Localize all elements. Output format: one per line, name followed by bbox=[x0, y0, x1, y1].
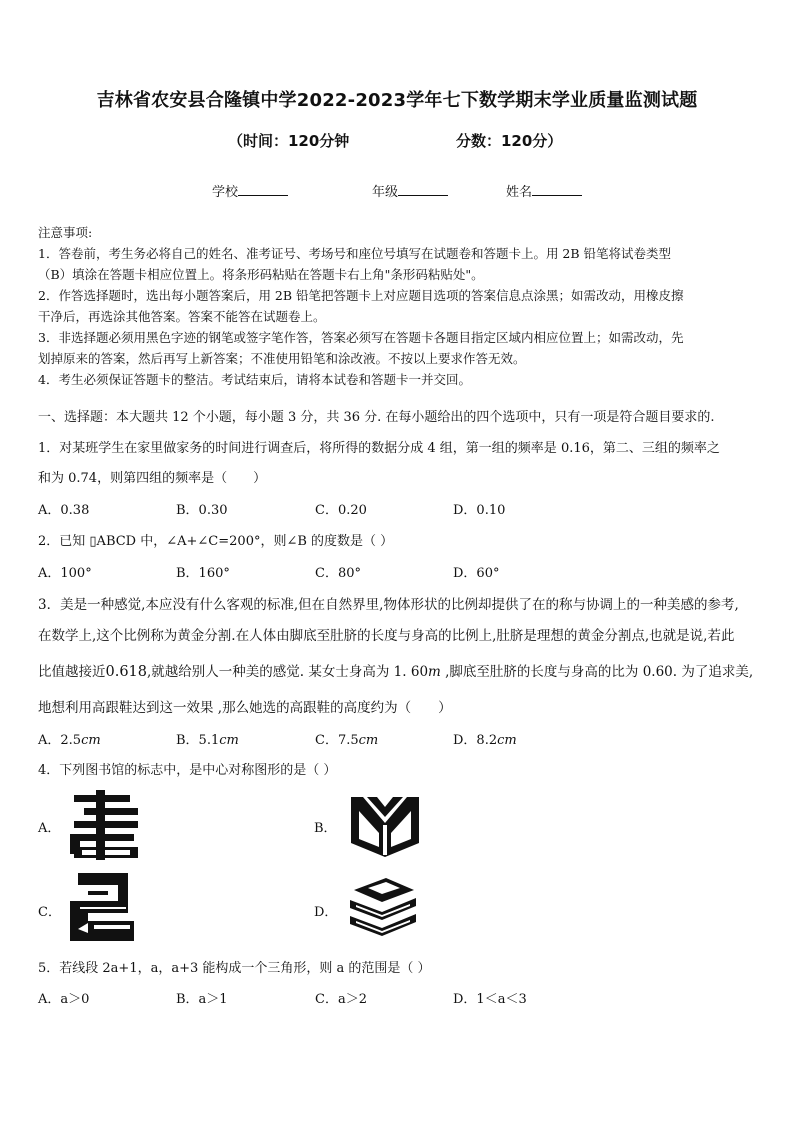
q1-option-a: A．0.38 bbox=[38, 503, 90, 518]
q5-option-b: B．a＞1 bbox=[176, 992, 228, 1007]
grade-label: 年级 bbox=[372, 185, 399, 200]
q3-line3-e: ,脚底至肚脐的长度与身高的比为 0.60. 为了追求美, bbox=[440, 664, 754, 680]
library-logo-b-icon bbox=[349, 793, 421, 859]
q5-stem: 5．若线段 2a+1，a，a+3 能构成一个三角形，则 a 的范围是（ ） bbox=[38, 961, 431, 976]
q4-label-a: A． bbox=[38, 821, 61, 836]
section-heading: 一、选择题：本大题共 12 个小题，每小题 3 分，共 36 分. 在每小题给出的四个选项中，只有一项是符合题目要求的. bbox=[38, 410, 715, 425]
q1-option-d: D．0.10 bbox=[453, 503, 506, 518]
q3-option-a: A．2.5cm bbox=[38, 733, 101, 748]
q5-option-c: C．a＞2 bbox=[315, 992, 367, 1007]
q4-label-b: B． bbox=[314, 821, 337, 836]
name-label: 姓名 bbox=[506, 185, 533, 200]
q3-line3 bbox=[38, 660, 753, 680]
instructions-heading: 注意事项: bbox=[38, 225, 93, 240]
q3-option-b: B．5.1cm bbox=[176, 733, 239, 748]
q3-option-d: D．8.2cm bbox=[453, 733, 517, 748]
library-logo-a-icon bbox=[70, 790, 142, 860]
exam-time: （时间：120分钟 bbox=[228, 132, 350, 150]
name-blank bbox=[532, 183, 582, 196]
instruction-line: 3．非选择题必须用黑色字迹的钢笔或签字笔作答，答案必须写在答题卡各题目指定区域内相应位置上；如需改动，先 bbox=[38, 330, 684, 345]
q3-line2: 在数学上,这个比例称为黄金分割.在人体由脚底至肚脐的长度与身高的比例上,肚脐是理想的黄金分割点,也就是说,若此 bbox=[38, 628, 735, 644]
q3-line3-a: 比值越接近 bbox=[38, 664, 106, 680]
instruction-line: 2．作答选择题时，选出每小题答案后，用 2B 铅笔把答题卡上对应题目选项的答案信息点涂黑；如需改动，用橡皮擦 bbox=[38, 288, 684, 303]
q2-option-c: C．80° bbox=[315, 566, 361, 581]
q4-label-d: D． bbox=[314, 905, 338, 920]
q3-golden-ratio: 0.618 bbox=[105, 664, 148, 680]
instruction-line: 1．答卷前，考生务必将自己的姓名、准考证号、考场号和座位号填写在试题卷和答题卡上。用 2B 铅笔将试卷类型 bbox=[38, 246, 672, 261]
school-blank bbox=[238, 183, 288, 196]
grade-field bbox=[372, 181, 448, 200]
instruction-line: 干净后，再选涂其他答案。答案不能答在试题卷上。 bbox=[38, 309, 326, 324]
q2-stem: 2．已知 ▯ABCD 中，∠A+∠C=200°，则∠B 的度数是（ ） bbox=[38, 534, 394, 549]
q4-stem: 4．下列图书馆的标志中，是中心对称图形的是（ ） bbox=[38, 763, 337, 778]
q2-option-a: A．100° bbox=[38, 566, 92, 581]
instruction-line: 划掉原来的答案，然后再写上新答案；不准使用铅笔和涂改液。不按以上要求作答无效。 bbox=[38, 351, 526, 366]
school-field bbox=[212, 181, 288, 200]
exam-score: 分数：120分） bbox=[456, 132, 563, 150]
q3-unit-m: m bbox=[428, 664, 441, 680]
q1-line2: 和为 0.74，则第四组的频率是（ ） bbox=[38, 471, 267, 486]
q2-option-d: D．60° bbox=[453, 566, 500, 581]
grade-blank bbox=[398, 183, 448, 196]
name-field bbox=[506, 181, 582, 200]
instruction-line: （B）填涂在答题卡相应位置上。将条形码粘贴在答题卡右上角"条形码粘贴处"。 bbox=[38, 267, 484, 282]
school-label: 学校 bbox=[212, 185, 239, 200]
q2-option-b: B．160° bbox=[176, 566, 230, 581]
library-logo-c-icon bbox=[68, 873, 138, 941]
q4-label-c: C． bbox=[38, 905, 61, 920]
instructions bbox=[38, 222, 760, 390]
q1-option-c: C．0.20 bbox=[315, 503, 367, 518]
instruction-line: 4．考生必须保证答题卡的整洁。考试结束后，请将本试卷和答题卡一并交回。 bbox=[38, 372, 471, 387]
q1-line1: 1．对某班学生在家里做家务的时间进行调查后，将所得的数据分成 4 组，第一组的频率是 0.16，第二、三组的频率之 bbox=[38, 441, 720, 456]
q5-option-a: A．a＞0 bbox=[38, 992, 90, 1007]
page-title: 吉林省农安县合隆镇中学2022-2023学年七下数学期末学业质量监测试题 bbox=[96, 90, 698, 111]
q3-option-c: C．7.5cm bbox=[315, 733, 379, 748]
q3-line4: 地想利用高跟鞋达到这一效果 ,那么她选的高跟鞋的高度约为（ ） bbox=[38, 700, 452, 716]
library-logo-d-icon bbox=[348, 876, 418, 942]
q3-line1: 3．美是一种感觉,本应没有什么客观的标准,但在自然界里,物体形状的比例却提供了在的称与协调上的一种美感的参考, bbox=[38, 597, 739, 613]
q5-option-d: D．1＜a＜3 bbox=[453, 992, 527, 1007]
q1-option-b: B．0.30 bbox=[176, 503, 228, 518]
q3-line3-c: ,就越给别人一种美的感觉. 某女士身高为 1. 60 bbox=[147, 664, 429, 680]
